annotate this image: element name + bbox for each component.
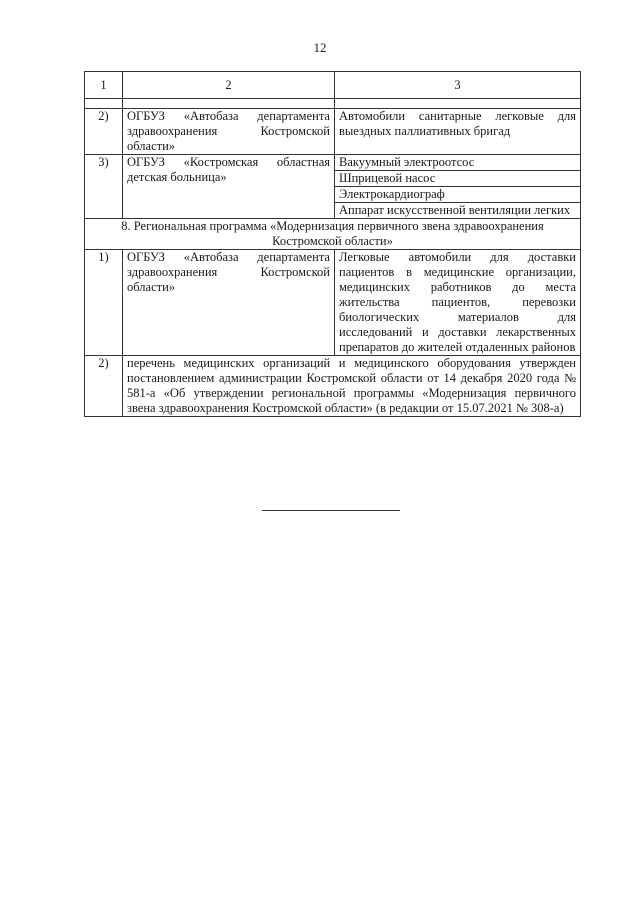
- organization-cell: ОГБУЗ «Автобаза департамента здравоохранения Костромской области»: [123, 109, 335, 155]
- section-heading: 8. Региональная программа «Модернизация первичного звена здравоохранения Костромской области»: [85, 219, 581, 250]
- row-number: 1): [85, 250, 123, 356]
- table-row: [85, 250, 581, 356]
- note-cell: перечень медицинских организаций и медицинского оборудования утвержден постановлением администрации Костромской области от 14 декабря 2020 года № 581-а «Об утверждении региональной программы «Модернизация первичного звена здравоохранения Костромской области» (в редакции от 15.07.2021 № 308-а): [123, 356, 581, 417]
- row-number: 2): [85, 356, 123, 417]
- end-separator-line: [262, 510, 400, 511]
- equipment-cell: Легковые автомобили для доставки пациентов в медицинские организации, медицинских работников до места жительства пациентов, перевозки биологических материалов для исследований и доставки лекарственных препаратов до жителей отдаленных районов: [335, 250, 581, 356]
- spacer-cell: [123, 99, 335, 109]
- row-number: 3): [85, 155, 123, 219]
- header-col-1: 1: [85, 72, 123, 99]
- equipment-cell: Электрокардиограф: [335, 187, 581, 203]
- spacer-cell: [85, 99, 123, 109]
- header-col-2: 2: [123, 72, 335, 99]
- table-row: [85, 155, 581, 171]
- organization-cell: ОГБУЗ «Костромская областная детская больница»: [123, 155, 335, 219]
- table-row: [85, 109, 581, 155]
- organization-cell: ОГБУЗ «Автобаза департамента здравоохранения Костромской области»: [123, 250, 335, 356]
- table-header-row: [85, 72, 581, 99]
- spacer-cell: [335, 99, 581, 109]
- equipment-cell: Вакуумный электроотсос: [335, 155, 581, 171]
- equipment-cell: Автомобили санитарные легковые для выездных паллиативных бригад: [335, 109, 581, 155]
- spacer-row: [85, 99, 581, 109]
- equipment-table: [84, 71, 581, 417]
- table-row: [85, 356, 581, 417]
- equipment-cell: Шприцевой насос: [335, 171, 581, 187]
- page-number: 12: [313, 40, 327, 55]
- equipment-cell: Аппарат искусственной вентиляции легких: [335, 203, 581, 219]
- section-row: [85, 219, 581, 250]
- header-col-3: 3: [335, 72, 581, 99]
- row-number: 2): [85, 109, 123, 155]
